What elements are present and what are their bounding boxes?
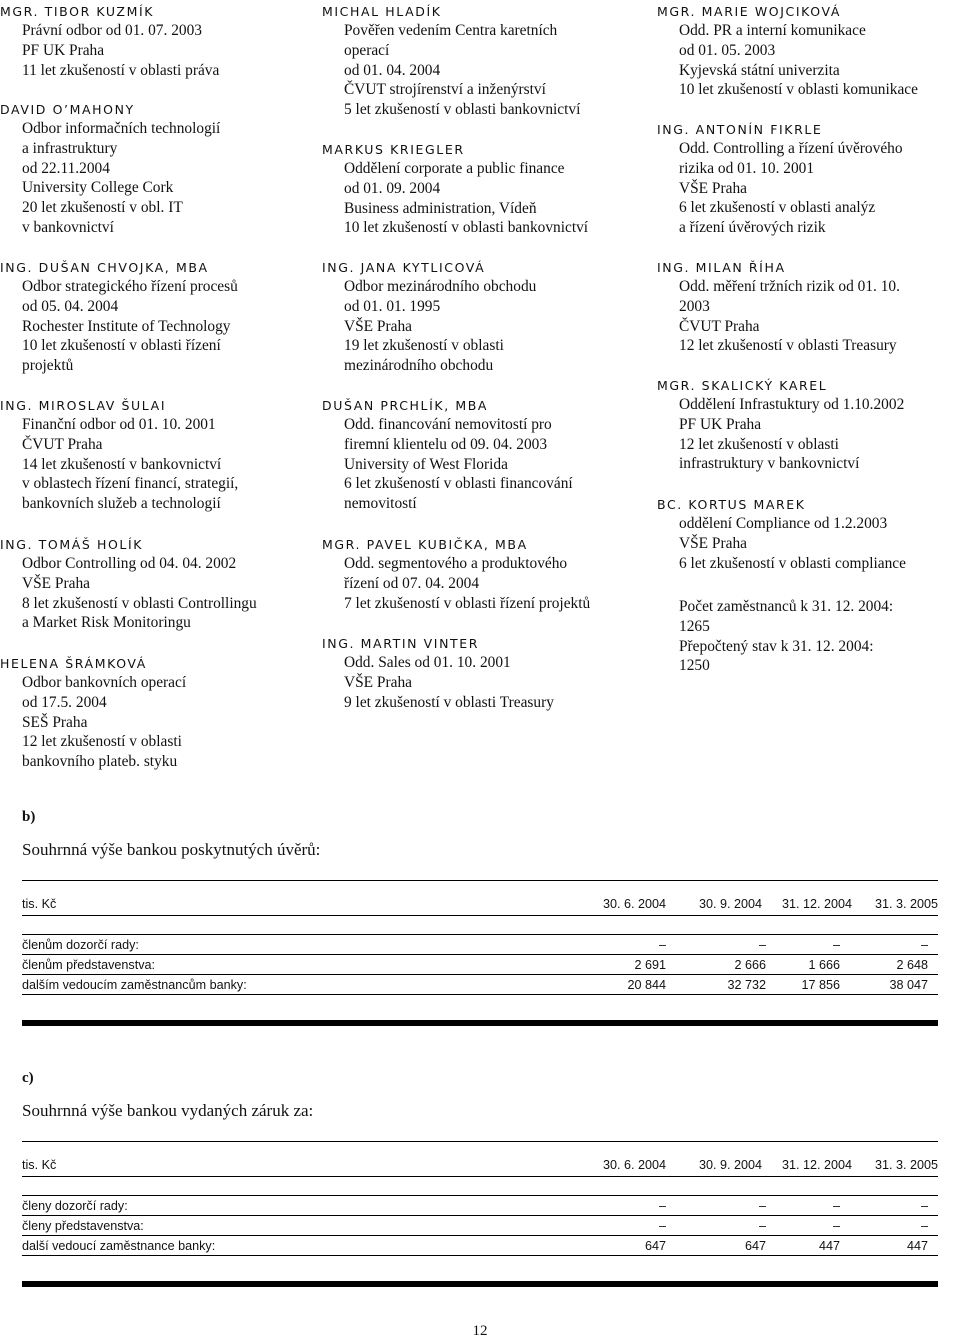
table-row-rule xyxy=(22,954,938,955)
staff-entry xyxy=(322,2,580,120)
staff-detail-line: řízení od 07. 04. 2004 xyxy=(344,574,480,592)
row-value: – xyxy=(658,1199,666,1213)
staff-detail-line: ČVUT Praha xyxy=(22,435,103,453)
employee-stats xyxy=(657,597,893,676)
staff-detail-line: 12 let zkušeností v oblasti Treasury xyxy=(679,337,897,355)
staff-detail-line: 10 let zkušeností v oblasti řízení xyxy=(22,337,221,355)
row-value: 2 691 xyxy=(634,958,666,972)
row-label: členy představenstva: xyxy=(22,1219,144,1233)
table-unit-header: tis. Kč xyxy=(22,897,57,911)
row-value: 20 844 xyxy=(627,978,666,992)
staff-entry xyxy=(0,654,186,772)
staff-entry xyxy=(657,258,900,356)
row-label: členy dozorčí rady: xyxy=(22,1199,128,1213)
row-value: 647 xyxy=(644,1239,666,1253)
staff-detail-line: ČVUT strojírenství a inženýrství xyxy=(344,81,546,99)
row-value: 647 xyxy=(744,1239,766,1253)
row-value: – xyxy=(920,1219,928,1233)
row-value: – xyxy=(920,1199,928,1213)
staff-detail-line: VŠE Praha xyxy=(679,179,747,197)
staff-detail-line: a infrastruktury xyxy=(22,139,118,157)
staff-detail-line: bankovního plateb. styku xyxy=(22,753,178,771)
staff-name: ING. MILAN ŘÍHA xyxy=(657,260,786,275)
row-value: – xyxy=(832,938,840,952)
staff-detail-line: Finanční odbor od 01. 10. 2001 xyxy=(22,416,216,433)
staff-detail-line: od 05. 04. 2004 xyxy=(22,297,119,315)
staff-name: ING. JANA KYTLICOVÁ xyxy=(322,260,486,275)
row-value: 1 666 xyxy=(808,958,840,972)
staff-entry xyxy=(0,535,257,633)
table-date-header: 31. 12. 2004 xyxy=(781,897,852,911)
staff-detail-line: ČVUT Praha xyxy=(679,317,760,335)
staff-detail-line: 2003 xyxy=(679,297,710,315)
staff-entry xyxy=(657,495,906,573)
staff-detail-line: 19 let zkušeností v oblasti xyxy=(344,337,504,355)
table-date-header: 30. 6. 2004 xyxy=(602,1158,666,1172)
staff-name: MGR. TIBOR KUZMÍK xyxy=(0,4,155,19)
staff-entry xyxy=(322,258,536,376)
staff-detail-line: bankovních služeb a technologií xyxy=(22,495,221,513)
staff-detail-line: 10 let zkušeností v oblasti komunikace xyxy=(679,81,918,99)
staff-detail-line: od 01. 09. 2004 xyxy=(344,179,441,197)
table-row-rule xyxy=(22,934,938,935)
table-header-row xyxy=(22,895,938,913)
table-row xyxy=(22,1197,938,1215)
staff-detail-line: oddělení Compliance od 1.2.2003 xyxy=(679,515,888,532)
staff-name: MGR. MARIE WOJCIKOVÁ xyxy=(657,4,841,19)
staff-entry xyxy=(0,258,238,376)
staff-detail-line: PF UK Praha xyxy=(679,415,762,433)
staff-detail-line: Odd. PR a interní komunikace xyxy=(679,22,866,39)
staff-detail-line: a řízení úvěrových rizik xyxy=(679,219,826,237)
staff-detail-line: rizika od 01. 10. 2001 xyxy=(679,159,815,177)
staff-detail-line: VŠE Praha xyxy=(679,534,747,552)
section-c-label: c) xyxy=(22,1070,34,1086)
page-number: 12 xyxy=(472,1323,488,1339)
table-row-rule xyxy=(22,974,938,975)
table-date-header: 31. 3. 2005 xyxy=(874,897,938,911)
table-row xyxy=(22,1217,938,1235)
row-value: – xyxy=(832,1199,840,1213)
staff-entry xyxy=(322,396,573,514)
row-value: – xyxy=(920,938,928,952)
staff-detail-line: infrastruktury v bankovnictví xyxy=(679,455,860,473)
staff-detail-line: VŠE Praha xyxy=(22,574,90,592)
staff-entry xyxy=(0,100,220,238)
row-value: 447 xyxy=(906,1239,928,1253)
table-header-rule xyxy=(22,1176,938,1177)
table-date-header: 30. 9. 2004 xyxy=(698,1158,762,1172)
staff-entry xyxy=(0,396,238,514)
staff-detail-line: University of West Florida xyxy=(344,455,508,473)
staff-detail-line: od 01. 05. 2003 xyxy=(679,41,776,59)
staff-name: ING. MIROSLAV ŠULAI xyxy=(0,398,167,413)
staff-name: MGR. PAVEL KUBIČKA, MBA xyxy=(322,537,528,552)
staff-detail-line: PF UK Praha xyxy=(22,41,105,59)
staff-detail-line: Kyjevská státní univerzita xyxy=(679,61,840,79)
staff-entry xyxy=(657,376,904,474)
staff-detail-line: 20 let zkušeností v obl. IT xyxy=(22,199,183,217)
table-header-row xyxy=(22,1156,938,1174)
row-value: 2 666 xyxy=(734,958,766,972)
staff-name: ING. DUŠAN CHVOJKA, MBA xyxy=(0,260,209,275)
staff-name: ING. TOMÁŠ HOLÍK xyxy=(0,537,144,552)
table-date-header: 30. 9. 2004 xyxy=(698,897,762,911)
staff-detail-line: VŠE Praha xyxy=(344,673,412,691)
staff-entry xyxy=(0,2,219,80)
staff-detail-line: 6 let zkušeností v oblasti financování xyxy=(344,475,573,493)
staff-entry xyxy=(322,535,590,613)
staff-name: ING. ANTONÍN FIKRLE xyxy=(657,122,823,137)
staff-detail-line: Odd. financování nemovitostí pro xyxy=(344,416,552,433)
staff-detail-line: nemovitostí xyxy=(344,495,417,513)
staff-detail-line: 5 let zkušeností v oblasti bankovnictví xyxy=(344,101,581,119)
staff-detail-line: Odbor Controlling od 04. 04. 2002 xyxy=(22,555,237,572)
staff-entry xyxy=(322,140,588,238)
staff-detail-line: 6 let zkušeností v oblasti analýz xyxy=(679,199,876,217)
table-row xyxy=(22,956,938,974)
staff-detail-line: 9 let zkušeností v oblasti Treasury xyxy=(344,693,554,711)
staff-detail-line: firemní klientelu od 09. 04. 2003 xyxy=(344,435,548,453)
staff-entry xyxy=(657,120,903,238)
row-value: – xyxy=(658,1219,666,1233)
staff-detail-line: Odd. segmentového a produktového xyxy=(344,555,568,572)
staff-detail-line: 12 let zkušeností v oblasti xyxy=(22,733,182,751)
staff-name: ING. MARTIN VINTER xyxy=(322,636,480,651)
staff-detail-line: 8 let zkušeností v oblasti Controllingu xyxy=(22,594,257,612)
staff-detail-line: Odd. Sales od 01. 10. 2001 xyxy=(344,654,511,671)
staff-name: DAVID O’MAHONY xyxy=(0,102,135,117)
staff-detail-line: Pověřen vedením Centra karetních xyxy=(344,22,558,39)
staff-detail-line: Odbor bankovních operací xyxy=(22,674,187,691)
employee-stats-line: Přepočtený stav k 31. 12. 2004: xyxy=(679,637,874,655)
row-label: členům dozorčí rady: xyxy=(22,938,139,952)
section-b-label: b) xyxy=(22,809,36,825)
staff-detail-line: od 22.11.2004 xyxy=(22,159,110,177)
row-label: dalším vedoucím zaměstnancům banky: xyxy=(22,978,247,992)
staff-detail-line: 7 let zkušeností v oblasti řízení projektů xyxy=(344,594,591,612)
row-value: – xyxy=(658,938,666,952)
staff-detail-line: a Market Risk Monitoringu xyxy=(22,614,191,632)
table-row-rule xyxy=(22,1235,938,1236)
staff-detail-line: projektů xyxy=(22,357,74,375)
row-value: – xyxy=(832,1219,840,1233)
row-value: – xyxy=(758,1219,766,1233)
staff-entry xyxy=(322,634,554,712)
row-value: 2 648 xyxy=(896,958,928,972)
table-row xyxy=(22,936,938,954)
employee-stats-line: Počet zaměstnanců k 31. 12. 2004: xyxy=(679,598,894,615)
row-value: – xyxy=(758,1199,766,1213)
table-date-header: 30. 6. 2004 xyxy=(602,897,666,911)
staff-name: MICHAL HLADÍK xyxy=(322,4,442,19)
staff-name: HELENA ŠRÁMKOVÁ xyxy=(0,656,147,671)
table-date-header: 31. 12. 2004 xyxy=(781,1158,852,1172)
row-label: další vedoucí zaměstnance banky: xyxy=(22,1239,216,1253)
staff-entry xyxy=(657,2,918,100)
staff-detail-line: 6 let zkušeností v oblasti compliance xyxy=(679,554,906,572)
row-value: 38 047 xyxy=(889,978,928,992)
section-c-title: Souhrnná výše bankou vydaných záruk za: xyxy=(22,1101,314,1120)
table-row-rule xyxy=(22,994,938,995)
staff-detail-line: mezinárodního obchodu xyxy=(344,357,494,375)
staff-detail-line: Odbor strategického řízení procesů xyxy=(22,278,238,295)
staff-detail-line: VŠE Praha xyxy=(344,317,412,335)
table-row xyxy=(22,976,938,994)
table-row-rule xyxy=(22,1215,938,1216)
staff-name: DUŠAN PRCHLÍK, MBA xyxy=(322,398,489,413)
staff-detail-line: od 17.5. 2004 xyxy=(22,693,107,711)
staff-detail-line: Odd. Controlling a řízení úvěrového xyxy=(679,140,903,157)
staff-name: MARKUS KRIEGLER xyxy=(322,142,465,157)
row-label: členům představenstva: xyxy=(22,958,156,972)
table-row-rule xyxy=(22,1195,938,1196)
staff-detail-line: operací xyxy=(344,41,390,59)
staff-detail-line: Oddělení corporate a public finance xyxy=(344,160,565,177)
row-value: 17 856 xyxy=(801,978,840,992)
table-top-rule xyxy=(22,1141,938,1142)
table-header-rule xyxy=(22,915,938,916)
staff-detail-line: Právní odbor od 01. 07. 2003 xyxy=(22,22,202,39)
employee-stats-line: 1250 xyxy=(679,657,710,675)
table-top-rule xyxy=(22,880,938,881)
table-unit-header: tis. Kč xyxy=(22,1158,57,1172)
staff-detail-line: University College Cork xyxy=(22,179,174,197)
staff-detail-line: od 01. 04. 2004 xyxy=(344,61,441,79)
table-row xyxy=(22,1237,938,1255)
staff-detail-line: v oblastech řízení financí, strategií, xyxy=(22,475,239,493)
staff-detail-line: 12 let zkušeností v oblasti xyxy=(679,435,839,453)
staff-detail-line: Odd. měření tržních rizik od 01. 10. xyxy=(679,278,900,295)
employee-stats-line: 1265 xyxy=(679,617,710,635)
staff-detail-line: Odbor informačních technologií xyxy=(22,120,221,137)
staff-detail-line: 10 let zkušeností v oblasti bankovnictví xyxy=(344,219,589,237)
staff-detail-line: od 01. 01. 1995 xyxy=(344,297,441,315)
staff-detail-line: v bankovnictví xyxy=(22,218,114,236)
row-value: 32 732 xyxy=(727,978,766,992)
table-bottom-rule xyxy=(22,1281,938,1287)
staff-detail-line: 11 let zkušeností v oblasti práva xyxy=(22,61,220,79)
staff-detail-line: Odbor mezinárodního obchodu xyxy=(344,278,537,295)
staff-detail-line: Oddělení Infrastuktury od 1.10.2002 xyxy=(679,396,905,413)
staff-detail-line: Rochester Institute of Technology xyxy=(22,317,231,335)
staff-detail-line: SEŠ Praha xyxy=(22,713,88,731)
section-b-title: Souhrnná výše bankou poskytnutých úvěrů: xyxy=(22,840,321,859)
staff-detail-line: 14 let zkušeností v bankovnictví xyxy=(22,455,222,473)
row-value: 447 xyxy=(818,1239,840,1253)
staff-detail-line: Business administration, Vídeň xyxy=(344,199,537,217)
table-date-header: 31. 3. 2005 xyxy=(874,1158,938,1172)
table-row-rule xyxy=(22,1255,938,1256)
row-value: – xyxy=(758,938,766,952)
staff-name: MGR. SKALICKÝ KAREL xyxy=(657,378,828,393)
table-bottom-rule xyxy=(22,1020,938,1026)
staff-name: BC. KORTUS MAREK xyxy=(657,497,806,512)
